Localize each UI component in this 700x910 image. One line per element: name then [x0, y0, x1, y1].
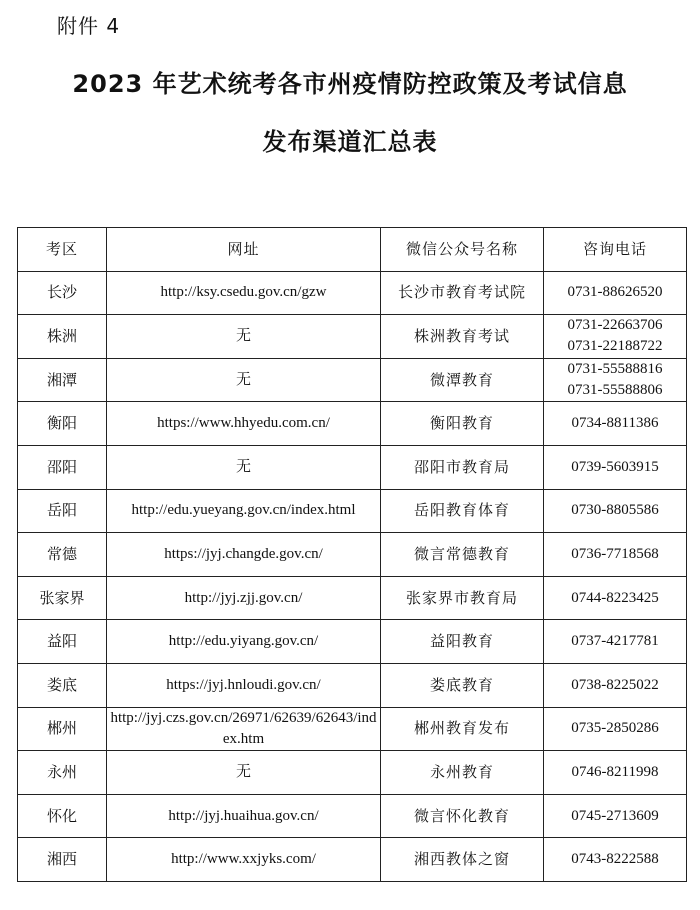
cell-url: https://jyj.hnloudi.gov.cn/	[107, 663, 381, 707]
phone-number: 0731-88626520	[567, 284, 663, 301]
cell-wechat-account: 衡阳教育	[381, 402, 544, 446]
cell-wechat-account: 株洲教育考试	[381, 315, 544, 359]
phone-number: 0734-8811386	[571, 415, 659, 432]
attachment-label: 附件 4	[57, 14, 121, 38]
cell-wechat-account: 永州教育	[381, 751, 544, 795]
table-row	[18, 707, 687, 751]
phone-number: 0738-8225022	[571, 676, 659, 693]
header-url: 网址	[107, 228, 381, 272]
cell-phone	[544, 620, 687, 664]
phone-number: 0739-5603915	[571, 458, 659, 475]
cell-url: 无	[107, 751, 381, 795]
document-title-line-2: 发布渠道汇总表	[262, 128, 438, 156]
cell-region: 怀化	[18, 794, 107, 838]
cell-phone	[544, 751, 687, 795]
phone-number: 0746-8211998	[571, 763, 659, 780]
phone-number: 0731-55588816	[567, 361, 663, 378]
cell-wechat-account: 张家界市教育局	[381, 576, 544, 620]
cell-phone	[544, 707, 687, 751]
cell-phone	[544, 271, 687, 315]
header-region: 考区	[18, 228, 107, 272]
cell-region: 郴州	[18, 707, 107, 751]
cell-wechat-account: 娄底教育	[381, 663, 544, 707]
cell-region: 永州	[18, 751, 107, 795]
phone-number: 0730-8805586	[571, 502, 659, 519]
table-row	[18, 315, 687, 359]
phone-number: 0735-2850286	[571, 720, 659, 737]
cell-phone	[544, 576, 687, 620]
table-row	[18, 663, 687, 707]
table-row	[18, 576, 687, 620]
phone-number: 0737-4217781	[571, 633, 659, 650]
cell-phone	[544, 489, 687, 533]
phone-number: 0731-22663706	[567, 317, 663, 334]
cell-region: 娄底	[18, 663, 107, 707]
cell-region: 常德	[18, 533, 107, 577]
cell-url: 无	[107, 358, 381, 402]
cell-region: 株洲	[18, 315, 107, 359]
cell-url: 无	[107, 445, 381, 489]
table-body	[18, 271, 687, 881]
phone-number: 0736-7718568	[571, 545, 659, 562]
cell-wechat-account: 微潭教育	[381, 358, 544, 402]
table-row	[18, 489, 687, 533]
cell-phone	[544, 838, 687, 882]
cell-wechat-account: 岳阳教育体育	[381, 489, 544, 533]
cell-phone	[544, 445, 687, 489]
table-row	[18, 358, 687, 402]
info-table	[17, 227, 687, 882]
phone-number: 0744-8223425	[571, 589, 659, 606]
header-phone: 咨询电话	[544, 228, 687, 272]
cell-wechat-account: 邵阳市教育局	[381, 445, 544, 489]
phone-number: 0745-2713609	[571, 807, 659, 824]
table-row	[18, 271, 687, 315]
phone-number: 0743-8222588	[571, 851, 659, 868]
cell-url: http://jyj.czs.gov.cn/26971/62639/62643/index.htm	[107, 707, 381, 751]
cell-wechat-account: 长沙市教育考试院	[381, 271, 544, 315]
cell-phone	[544, 663, 687, 707]
cell-url: http://jyj.huaihua.gov.cn/	[107, 794, 381, 838]
cell-region: 长沙	[18, 271, 107, 315]
cell-region: 湘潭	[18, 358, 107, 402]
cell-url: http://jyj.zjj.gov.cn/	[107, 576, 381, 620]
cell-url: http://edu.yueyang.gov.cn/index.html	[107, 489, 381, 533]
table-row	[18, 751, 687, 795]
table-row	[18, 620, 687, 664]
header-wechat: 微信公众号名称	[381, 228, 544, 272]
cell-region: 岳阳	[18, 489, 107, 533]
cell-url: http://ksy.csedu.gov.cn/gzw	[107, 271, 381, 315]
table-row	[18, 794, 687, 838]
cell-wechat-account: 湘西教体之窗	[381, 838, 544, 882]
document-title-line-1: 2023 年艺术统考各市州疫情防控政策及考试信息	[72, 70, 628, 98]
table-row	[18, 402, 687, 446]
table-row	[18, 838, 687, 882]
table-row	[18, 533, 687, 577]
phone-number: 0731-55588806	[567, 382, 663, 399]
cell-url: https://www.hhyedu.com.cn/	[107, 402, 381, 446]
cell-region: 张家界	[18, 576, 107, 620]
cell-region: 湘西	[18, 838, 107, 882]
cell-phone	[544, 358, 687, 402]
table-header-row	[18, 228, 687, 272]
cell-region: 衡阳	[18, 402, 107, 446]
cell-region: 益阳	[18, 620, 107, 664]
cell-phone	[544, 402, 687, 446]
phone-number: 0731-22188722	[567, 338, 663, 355]
cell-region: 邵阳	[18, 445, 107, 489]
cell-url: https://jyj.changde.gov.cn/	[107, 533, 381, 577]
cell-wechat-account: 微言怀化教育	[381, 794, 544, 838]
cell-url: http://edu.yiyang.gov.cn/	[107, 620, 381, 664]
table-row	[18, 445, 687, 489]
cell-url: 无	[107, 315, 381, 359]
cell-wechat-account: 益阳教育	[381, 620, 544, 664]
cell-phone	[544, 315, 687, 359]
cell-wechat-account: 郴州教育发布	[381, 707, 544, 751]
cell-phone	[544, 533, 687, 577]
cell-wechat-account: 微言常德教育	[381, 533, 544, 577]
cell-phone	[544, 794, 687, 838]
cell-url: http://www.xxjyks.com/	[107, 838, 381, 882]
